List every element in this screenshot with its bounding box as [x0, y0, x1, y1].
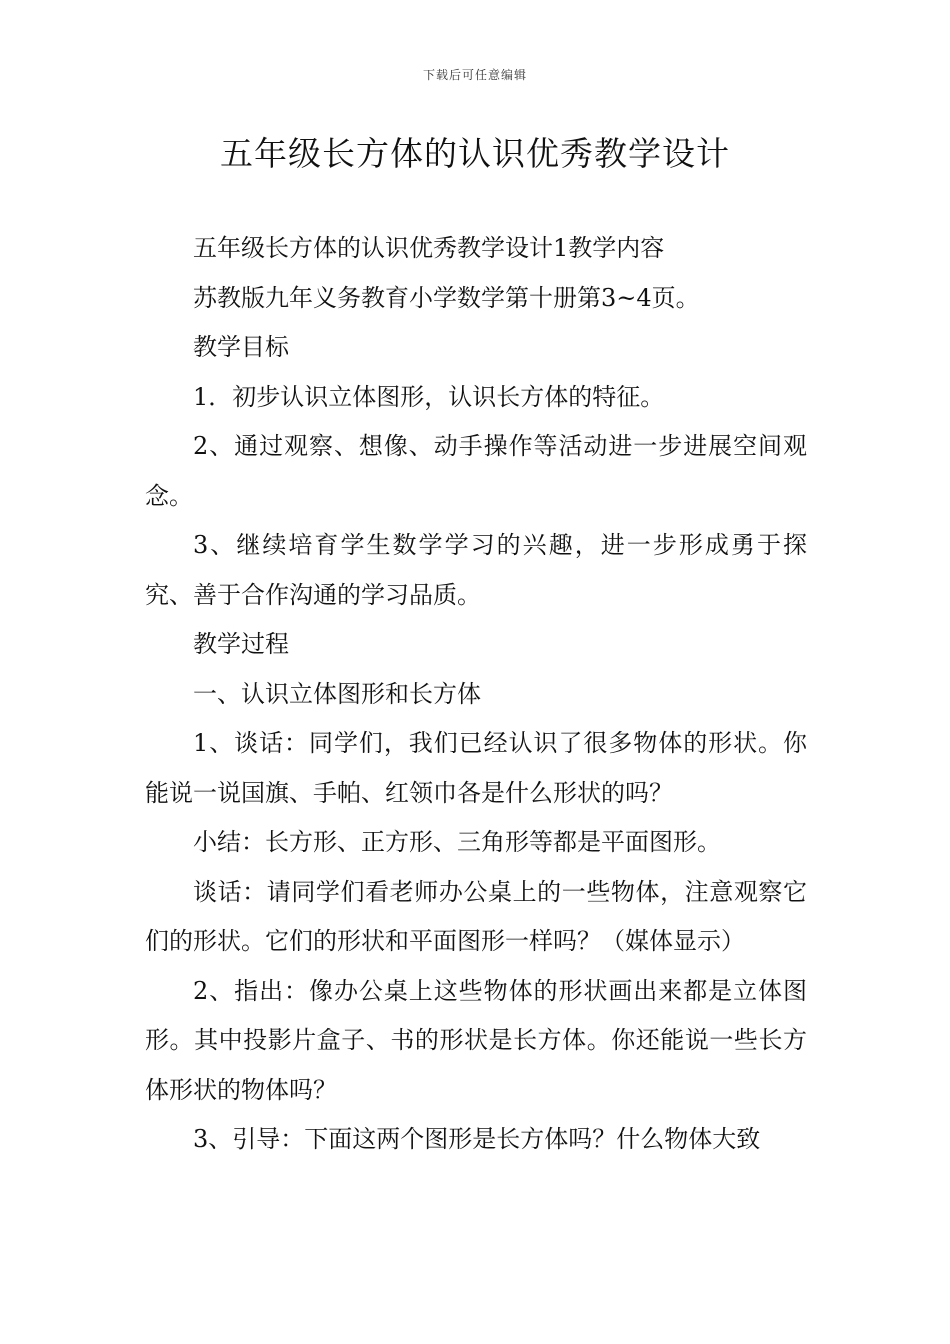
paragraph-intro: 五年级长方体的认识优秀教学设计1教学内容	[193, 234, 665, 262]
paragraph-textbook: 苏教版九年义务教育小学数学第十册第3~4页。	[193, 283, 700, 312]
page-header-note: 下载后可任意编辑	[422, 68, 527, 82]
paragraph-step-2: 2、指出：像办公桌上这些物体的形状画出来都是立体图形。其中投影片盒子、书的形状是长方体。你还能说一些长方体形状的物体吗？	[145, 976, 807, 1104]
document-body	[145, 224, 807, 1165]
heading-section-1: 一、认识立体图形和长方体	[193, 679, 481, 708]
paragraph-step-3: 3、引导：下面这两个图形是长方体吗？什么物体大致	[193, 1125, 761, 1153]
heading-process: 教学过程	[193, 630, 289, 658]
paragraph-objective-2: 2、通过观察、想像、动手操作等活动进一步进展空间观念。	[145, 432, 807, 510]
heading-objectives: 教学目标	[193, 333, 289, 361]
paragraph-objective-1: 1．初步认识立体图形，认识长方体的特征。	[193, 382, 665, 411]
document-title: 五年级长方体的认识优秀教学设计	[220, 134, 730, 173]
paragraph-summary: 小结：长方形、正方形、三角形等都是平面图形。	[193, 828, 721, 856]
paragraph-objective-3: 3、继续培育学生数学学习的兴趣，进一步形成勇于探究、善于合作沟通的学习品质。	[145, 531, 807, 609]
paragraph-talk: 谈话：请同学们看老师办公桌上的一些物体，注意观察它们的形状。它们的形状和平面图形一样吗？（媒体显示）	[145, 877, 807, 955]
paragraph-step-1: 1、谈话：同学们，我们已经认识了很多物体的形状。你能说一说国旗、手帕、红领巾各是什么形状的吗？	[145, 729, 807, 807]
